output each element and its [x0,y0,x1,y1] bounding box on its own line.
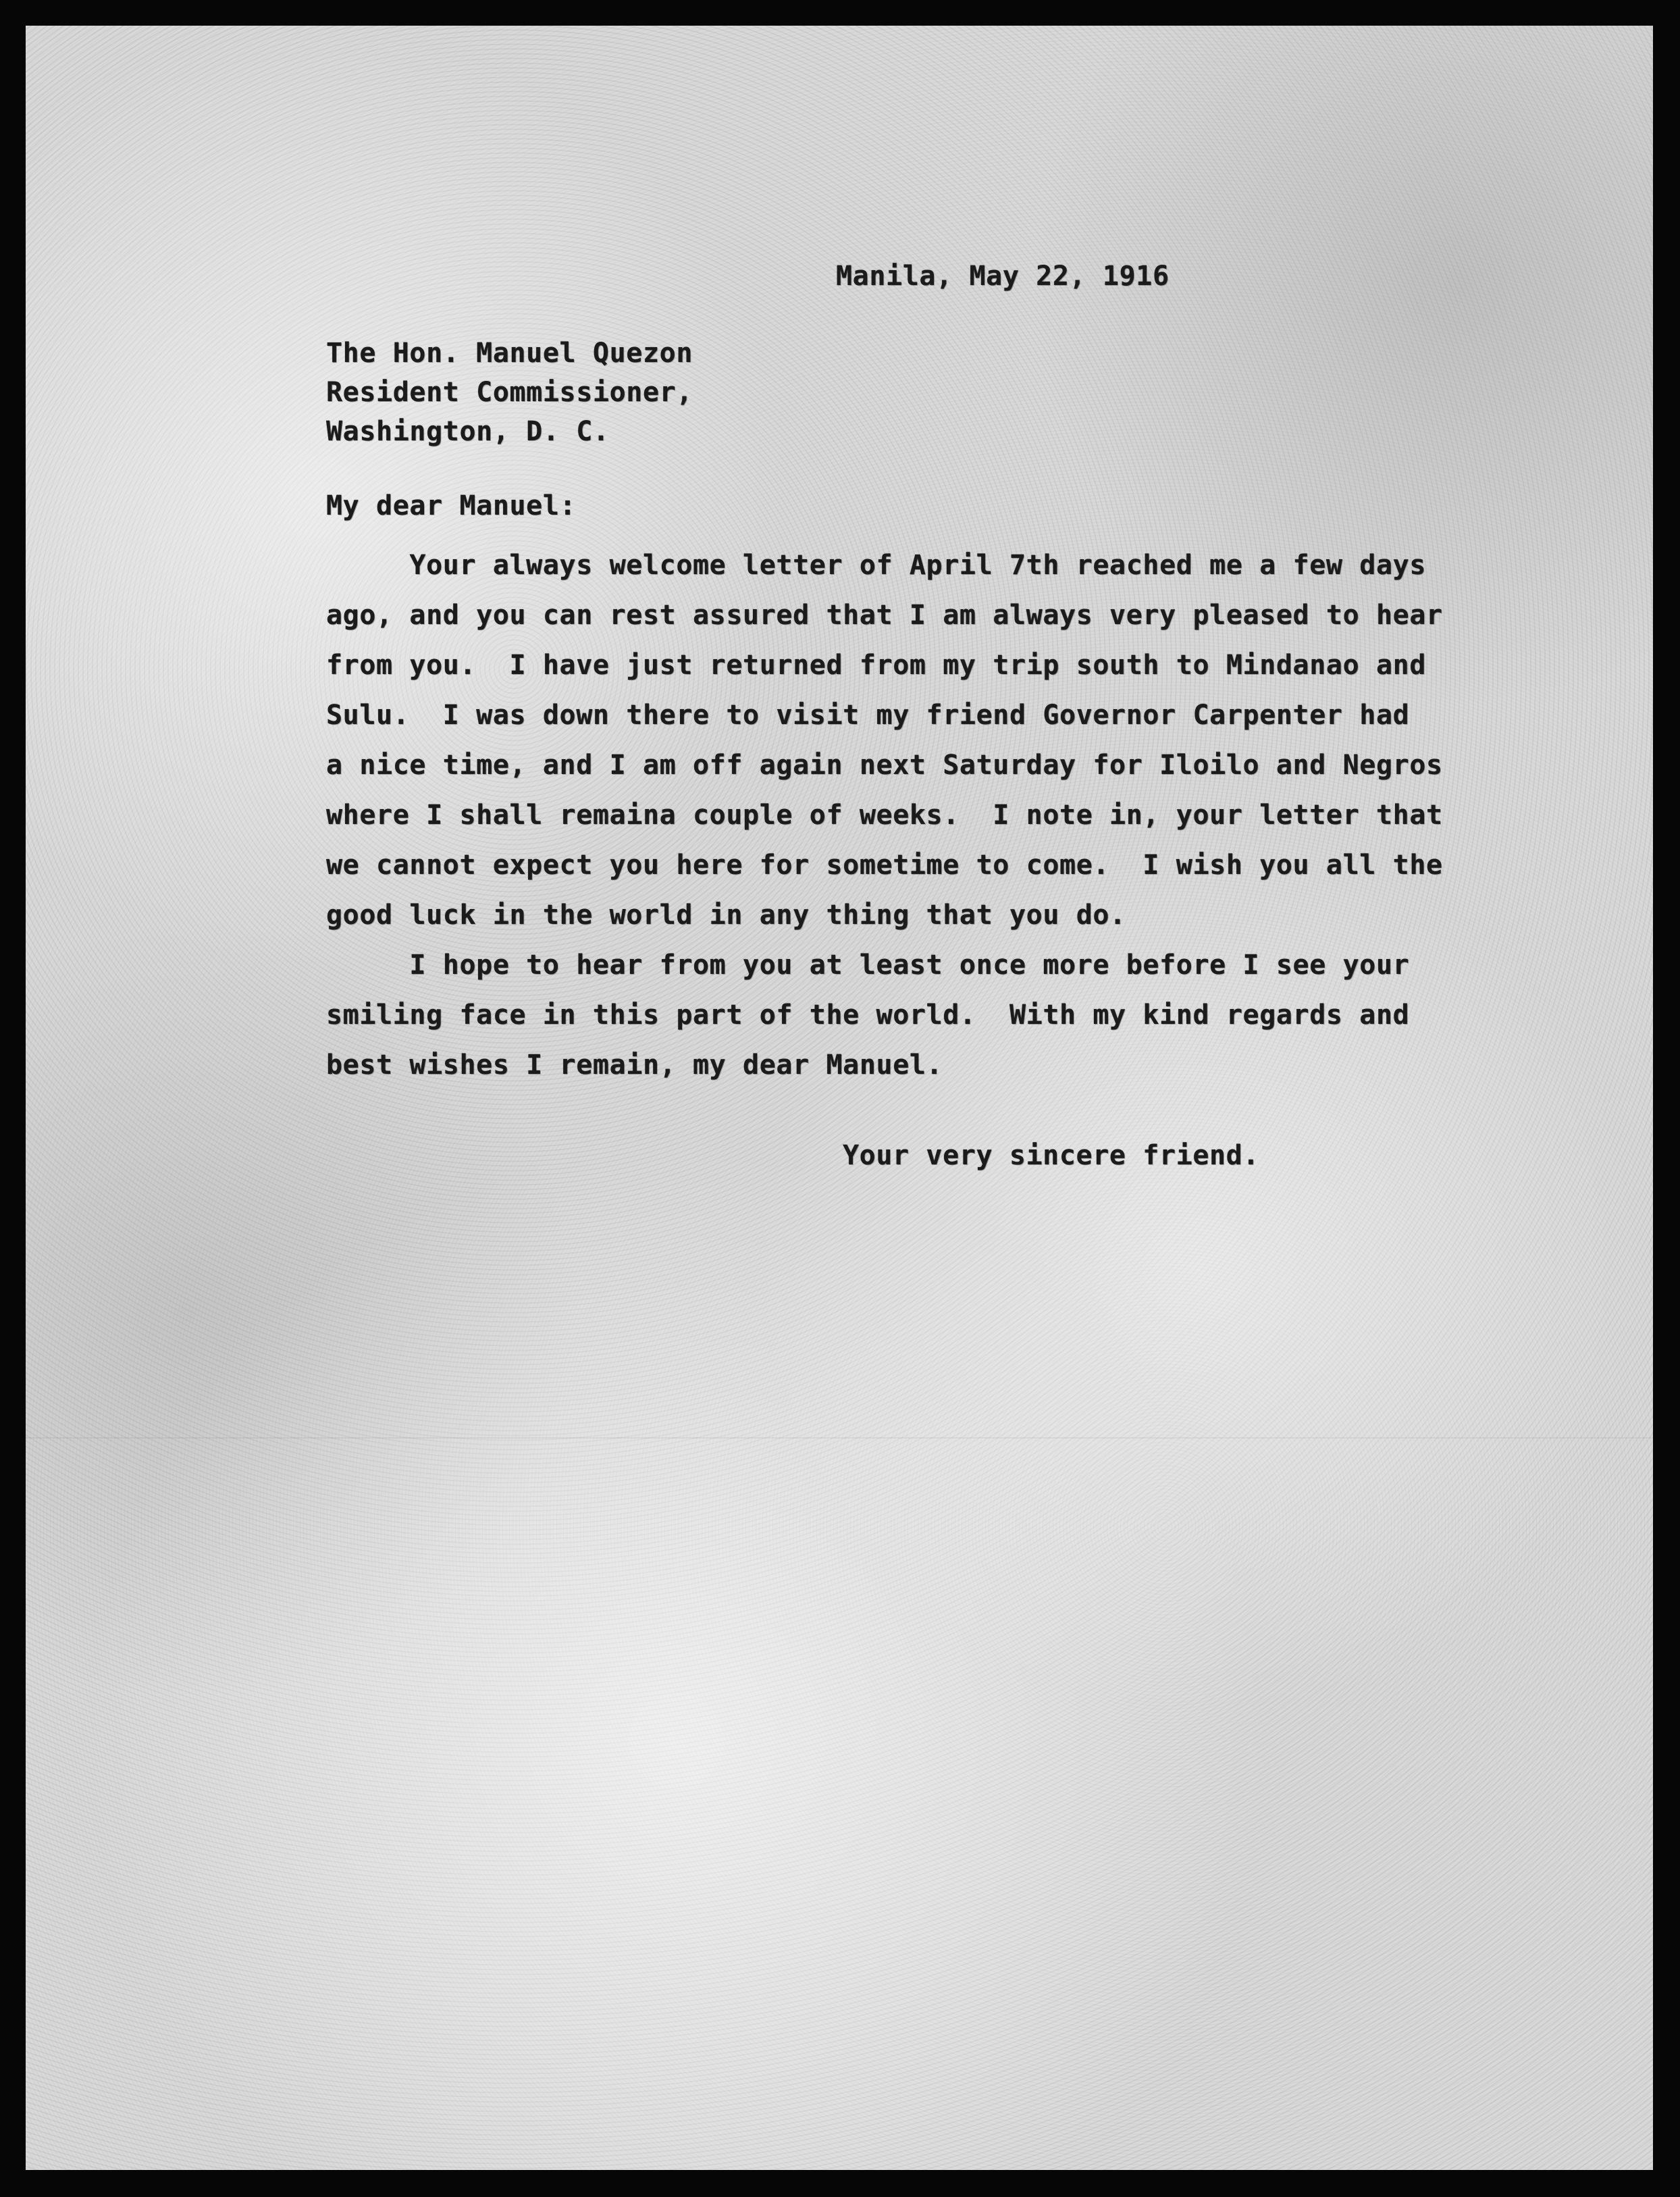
letter-page [26,26,1653,2170]
body-line: good luck in the world in any thing that you do. [326,900,1126,931]
body-line: from you. I have just returned from my trip south to Mindanao and [326,650,1427,681]
body-line: I hope to hear from you at least once more before I see your [326,950,1410,981]
paper-fold-line [26,1437,1653,1439]
dateline: Manila, May 22, 1916 [836,261,1170,292]
salutation: My dear Manuel: [326,490,577,521]
body-line: best wishes I remain, my dear Manuel. [326,1050,943,1081]
body-line: smiling face in this part of the world. With my kind regards and [326,1000,1410,1031]
body-line: a nice time, and I am off again next Saturday for Iloilo and Negros [326,750,1443,781]
address-line-2: Resident Commissioner, [326,377,693,408]
address-line-1: The Hon. Manuel Quezon [326,338,693,369]
body-line: Your always welcome letter of April 7th reached me a few days [326,550,1427,581]
address-line-3: Washington, D. C. [326,416,610,447]
body-line: we cannot expect you here for sometime to come. I wish you all the [326,850,1443,881]
body-line: Sulu. I was down there to visit my friend Governor Carpenter had [326,700,1410,731]
body-line: where I shall remaina couple of weeks. I note in, your letter that [326,800,1443,831]
body-line: ago, and you can rest assured that I am always very pleased to hear [326,600,1443,631]
closing: Your very sincere friend. [843,1140,1260,1171]
